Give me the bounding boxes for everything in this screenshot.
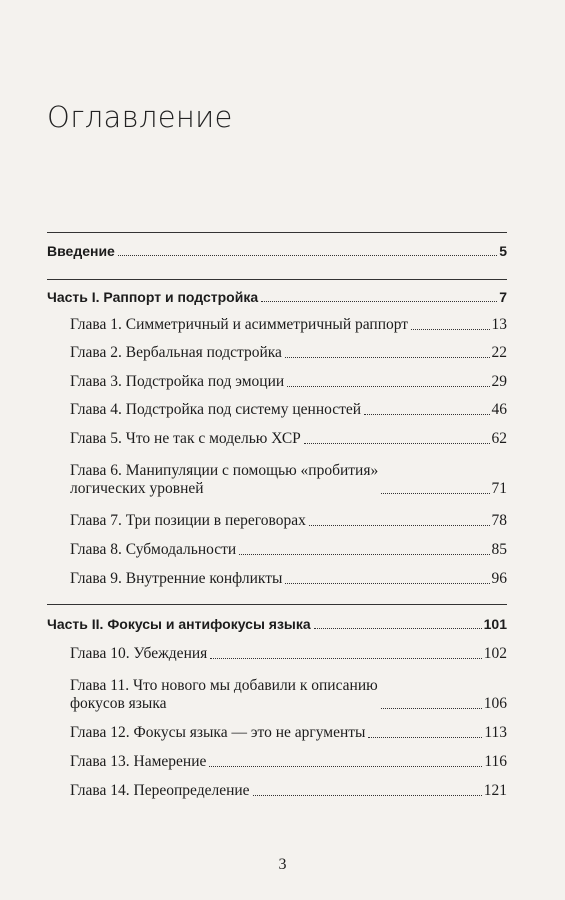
divider-rule (47, 604, 507, 605)
toc-chapter-entry (70, 430, 507, 448)
toc-chapter-entry (70, 401, 507, 419)
entry-page-number: 102 (483, 645, 507, 662)
entry-page-number: 71 (491, 480, 507, 497)
toc-chapter-entry (70, 373, 507, 391)
entry-page-number: 22 (491, 344, 507, 361)
toc-chapter-entry (70, 570, 507, 588)
entry-title: Глава 5. Что не так с моделью ХСР (70, 430, 301, 447)
entry-page-number: 7 (499, 289, 507, 305)
entry-title: Часть I. Раппорт и подстройка (47, 289, 259, 305)
dot-leader (210, 658, 481, 659)
entry-page-number: 113 (484, 724, 507, 741)
entry-page-number: 96 (491, 570, 507, 587)
toc-chapter-entry (70, 753, 507, 771)
entry-title: Глава 8. Субмодальности (70, 541, 237, 558)
toc-chapter-entry (70, 645, 507, 663)
entry-title: Глава 9. Внутренние конфликты (70, 570, 283, 587)
dot-leader (239, 554, 489, 555)
dot-leader (314, 628, 482, 629)
entry-title: Глава 13. Намерение (70, 753, 207, 770)
entry-title: Глава 11. Что нового мы добавили к описанию фокусов языка (70, 677, 378, 712)
dot-leader (411, 329, 489, 330)
toc-chapter-entry (70, 344, 507, 362)
toc-chapter-entry (70, 541, 507, 559)
toc-chapter-entry (70, 316, 507, 334)
top-rule (47, 232, 507, 233)
toc-heading: Оглавление (47, 100, 233, 134)
toc-part-entry (47, 288, 507, 306)
dot-leader (285, 583, 489, 584)
dot-leader (253, 795, 482, 796)
toc-part-entry (47, 242, 507, 260)
entry-page-number: 13 (491, 316, 507, 333)
entry-title: Глава 4. Подстройка под систему ценностей (70, 401, 362, 418)
entry-title: Часть II. Фокусы и антифокусы языка (47, 616, 311, 632)
entry-title: Глава 10. Убеждения (70, 645, 208, 662)
dot-leader (261, 301, 497, 302)
entry-page-number: 29 (491, 373, 507, 390)
toc-chapter-entry (70, 462, 507, 498)
page-number: 3 (278, 856, 287, 873)
dot-leader (364, 414, 489, 415)
divider-rule (47, 279, 507, 280)
dot-leader (285, 357, 490, 358)
toc-chapter-entry (70, 782, 507, 800)
entry-page-number: 116 (484, 753, 507, 770)
dot-leader (287, 386, 489, 387)
entry-title: Глава 12. Фокусы языка — это не аргументы (70, 724, 366, 741)
toc-part-entry (47, 615, 507, 633)
entry-title: Глава 2. Вербальная подстройка (70, 344, 282, 361)
entry-page-number: 5 (499, 243, 507, 259)
dot-leader (381, 708, 482, 709)
dot-leader (304, 443, 490, 444)
entry-page-number: 85 (491, 541, 507, 558)
dot-leader (381, 493, 489, 494)
dot-leader (309, 525, 490, 526)
entry-page-number: 106 (483, 695, 507, 712)
entry-title: Глава 1. Симметричный и асимметричный раппорт (70, 316, 409, 333)
dot-leader (368, 737, 482, 738)
entry-title: Введение (47, 243, 115, 259)
toc-chapter-entry (70, 677, 507, 713)
dot-leader (209, 766, 482, 767)
toc-chapter-entry (70, 512, 507, 530)
entry-title: Глава 7. Три позиции в переговорах (70, 512, 306, 529)
entry-page-number: 121 (483, 782, 507, 799)
entry-page-number: 62 (491, 430, 507, 447)
entry-title: Глава 6. Манипуляции с помощью «пробития» логических уровней (70, 462, 379, 497)
entry-title: Глава 14. Переопределение (70, 782, 250, 799)
entry-page-number: 101 (483, 616, 507, 632)
entry-page-number: 46 (491, 401, 507, 418)
entry-page-number: 78 (491, 512, 507, 529)
toc-chapter-entry (70, 724, 507, 742)
entry-title: Глава 3. Подстройка под эмоции (70, 373, 285, 390)
dot-leader (118, 255, 497, 256)
